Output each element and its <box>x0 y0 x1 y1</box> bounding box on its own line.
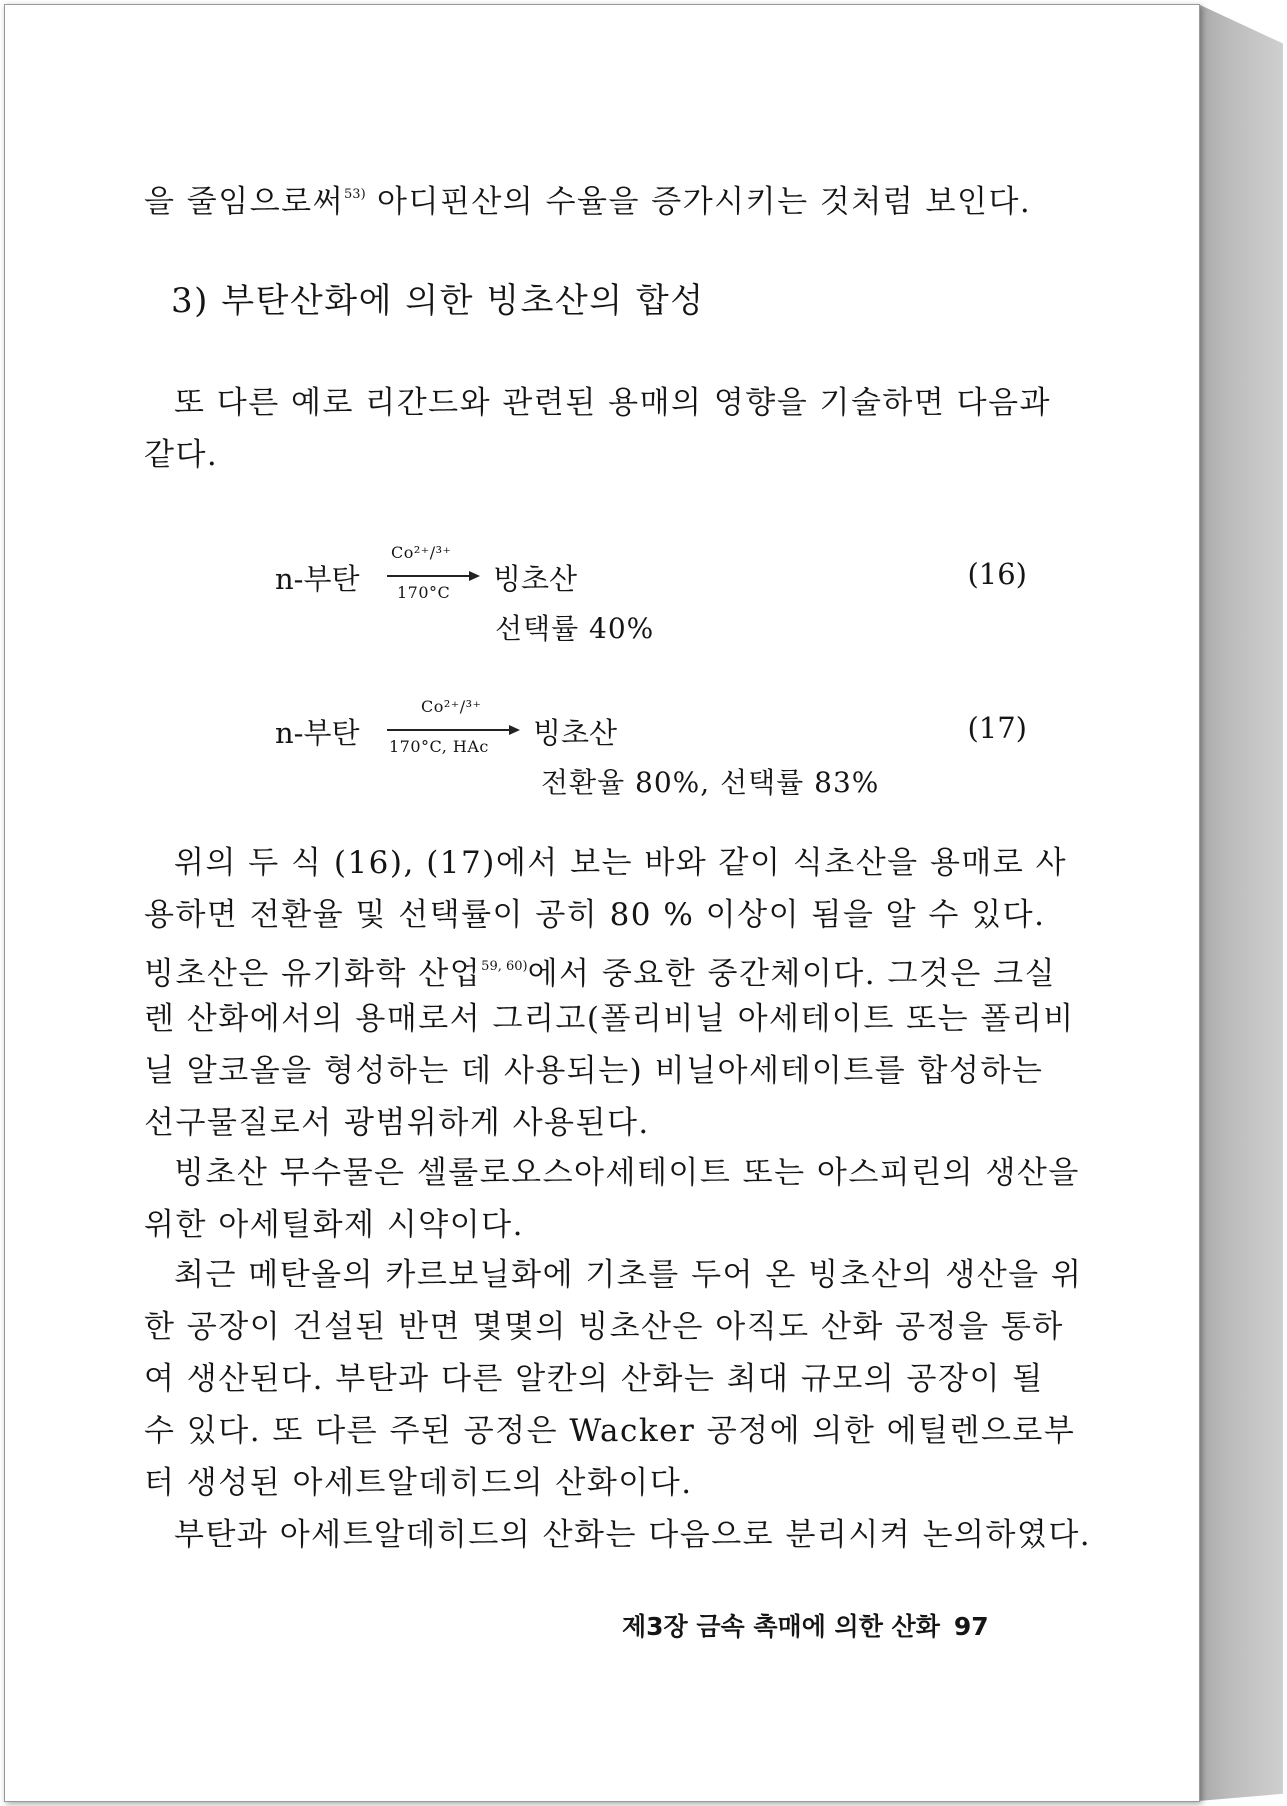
reaction-arrow <box>387 729 511 731</box>
text-line: 선구물질로서 광범위하게 사용된다. <box>144 1105 650 1141</box>
text-line: 터 생성된 아세트알데히드의 산화이다. <box>144 1465 693 1501</box>
eq-note: 선택률 40% <box>495 612 655 645</box>
equation-number: (17) <box>967 711 1027 745</box>
text-line: 같다. <box>144 437 219 473</box>
eq-condition: 170°C, HAc <box>389 737 489 756</box>
text-line: 한 공장이 건설된 반면 몇몇의 빙초산은 아직도 산화 공정을 통하 <box>144 1309 1064 1345</box>
chapter-title: 제3장 금속 촉매에 의한 산화 <box>622 1612 940 1641</box>
arrow-head-icon <box>469 571 480 581</box>
eq-reactant: n-부탄 <box>275 562 360 596</box>
section-heading: 3) 부탄산화에 의한 빙초산의 합성 <box>171 281 705 321</box>
citation-ref: 53) <box>344 187 366 202</box>
eq-catalyst: Co²⁺/³⁺ <box>391 543 452 562</box>
eq-product: 빙초산 <box>533 716 618 750</box>
page-footer <box>622 1607 989 1643</box>
text-line: 위의 두 식 (16), (17)에서 보는 바와 같이 식초산을 용매로 사 <box>174 845 1068 881</box>
text-line: 수 있다. 또 다른 주된 공정은 Wacker 공정에 의한 에틸렌으로부 <box>144 1413 1076 1449</box>
text-line: 여 생산된다. 부탄과 다른 알칸의 산화는 최대 규모의 공장이 될 <box>144 1361 1044 1397</box>
text-line: 을 줄임으로써$^{53)}$ 아디핀산의 수율을 증가시키는 것처럼 보인다. <box>144 184 1032 220</box>
page-number: 97 <box>953 1612 989 1641</box>
text-line: 용하면 전환율 및 선택률이 공히 80 % 이상이 됨을 알 수 있다. <box>144 897 1046 933</box>
book-page <box>4 4 1200 1802</box>
reaction-arrow <box>387 575 471 577</box>
text-line: 위한 아세틸화제 시약이다. <box>144 1207 524 1243</box>
text-line: 빙초산 무수물은 셀룰로오스아세테이트 또는 아스피린의 생산을 <box>174 1155 1080 1191</box>
eq-condition: 170°C <box>397 583 451 602</box>
eq-note: 전환율 80%, 선택률 83% <box>541 766 880 799</box>
equation-16 <box>5 543 1199 677</box>
text-line: 부탄과 아세트알데히드의 산화는 다음으로 분리시켜 논의하였다. <box>174 1517 1092 1553</box>
text-line: 또 다른 예로 리간드와 관련된 용매의 영향을 기술하면 다음과 <box>174 385 1051 421</box>
equation-number: (16) <box>967 557 1027 591</box>
equation-17 <box>5 697 1199 831</box>
text-line: 닐 알코올을 형성하는 데 사용되는) 비닐아세테이트를 합성하는 <box>144 1053 1044 1089</box>
eq-reactant: n-부탄 <box>275 716 360 750</box>
book-page-edge <box>1198 4 1283 1801</box>
text-line: 빙초산은 유기화학 산업$^{59, 60)}$에서 중요한 중간체이다. 그것은 크실 <box>144 956 1057 992</box>
arrow-head-icon <box>509 725 520 735</box>
eq-catalyst: Co²⁺/³⁺ <box>421 697 482 716</box>
text-line: 최근 메탄올의 카르보닐화에 기초를 두어 온 빙초산의 생산을 위 <box>174 1257 1083 1293</box>
text-line: 렌 산화에서의 용매로서 그리고(폴리비닐 아세테이트 또는 폴리비 <box>144 1001 1075 1037</box>
citation-ref: 59, 60) <box>481 959 528 974</box>
eq-product: 빙초산 <box>493 562 578 596</box>
